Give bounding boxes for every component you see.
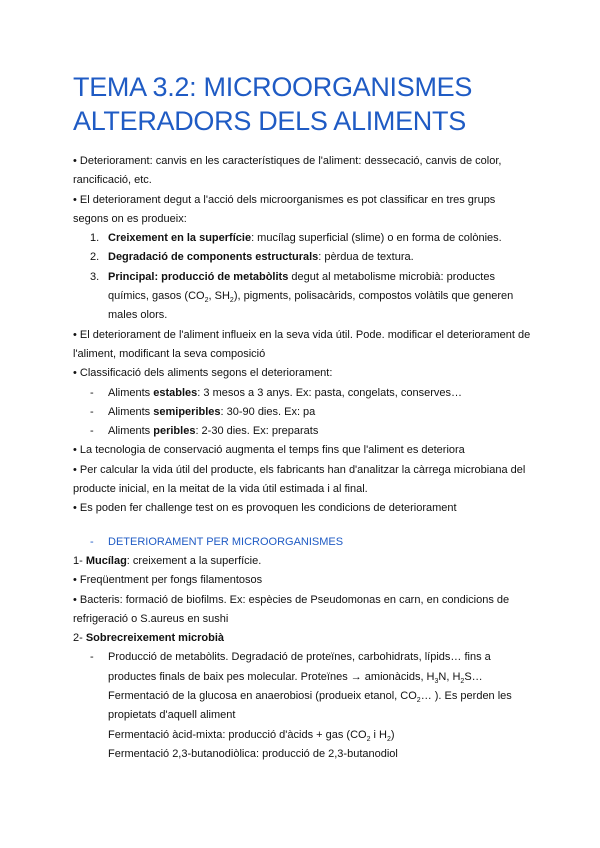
list-item: 3. Principal: producció de metabòlits degut al metabolisme microbià: productes químics, gasos ($CO_2$, $SH_2$), pigments, polisacàrids, compostos volàtils que generen males olors.	[90, 270, 514, 322]
document-body	[73, 152, 533, 764]
fermentacio-acid-mixta: Fermentació àcid-mixta: producció d'àcids + gas ($CO_2$ i $H_2$)	[108, 728, 395, 743]
title-line-1: TEMA 3.2: MICROORGANISMES	[73, 72, 473, 102]
section-heading: - DETERIORAMENT PER MICROORGANISMES	[90, 535, 344, 548]
sobrecreixement-heading: 2- Sobrecreixement microbià	[73, 632, 225, 645]
list-item: - Producció de metabòlits. Degradació de proteïnes, carbohidrats, lípids… fins a productes finals de baix pes molecular. Proteïnes → amionàcids, $H_3N$, $H_2S\dots$	[90, 651, 491, 685]
list-item: - Aliments semiperibles: 30-90 dies. Ex: pa	[90, 405, 316, 418]
mucilag-heading: 1- Mucílag: creixement a la superfície.	[73, 554, 262, 567]
bullet-deteriorament: • Deteriorament: canvis en les característiques de l'aliment: dessecació, canvis de color, rancificació, etc.	[73, 155, 502, 187]
bullet-fongs: • Freqüentment per fongs filamentosos	[73, 574, 263, 587]
fermentacio-butanodiolica: Fermentació 2,3-butanodiòlica: producció de 2,3-butanodiol	[108, 747, 398, 760]
list-item: - Aliments estables: 3 mesos a 3 anys. Ex: pasta, congelats, conserves…	[90, 386, 463, 399]
title-line-2: ALTERADORS DELS ALIMENTS	[73, 106, 466, 136]
list-item: 2. Degradació de components estructurals: pèrdua de textura.	[90, 251, 414, 264]
list-item: - Aliments peribles: 2-30 dies. Ex: preparats	[90, 425, 319, 438]
bullet-challenge-test: • Es poden fer challenge test on es provoquen les condicions de deteriorament	[73, 502, 457, 515]
page-title	[73, 70, 472, 138]
bullet-vida-util: • El deteriorament de l'aliment influeix en la seva vida útil. Pode. modificar el deteriorament de l'aliment, modificant la seva composició	[73, 328, 531, 360]
bullet-bacteris: • Bacteris: formació de biofilms. Ex: espècies de Pseudomonas en carn, en condicions de refrigeració o S.aureus en sushi	[73, 593, 510, 625]
bullet-classificacio-grups: • El deteriorament degut a l'acció dels microorganismes es pot classificar en tres grups segons on es produeix:	[73, 193, 496, 225]
bullet-tecnologia: • La tecnologia de conservació augmenta el temps fins que l'aliment es deteriora	[73, 444, 465, 457]
bullet-vida-util-calcul: • Per calcular la vida útil del producte, els fabricants han d'analitzar la càrrega microbiana del producte inicial, en la meitat de la vida útil estimada i al final.	[73, 463, 526, 496]
fermentacio-glucosa: Fermentació de la glucosa en anaerobiosi (produeix etanol, $CO_2\dots$ ). Es perden les propietats d'aquell aliment	[108, 690, 512, 722]
bullet-classificacio-aliments: • Classificació dels aliments segons el deteriorament:	[73, 367, 333, 380]
list-item: 1. Creixement en la superfície: mucílag superficial (slime) o en forma de colònies.	[90, 232, 502, 245]
groups-list	[73, 229, 533, 325]
spacer	[73, 519, 533, 533]
